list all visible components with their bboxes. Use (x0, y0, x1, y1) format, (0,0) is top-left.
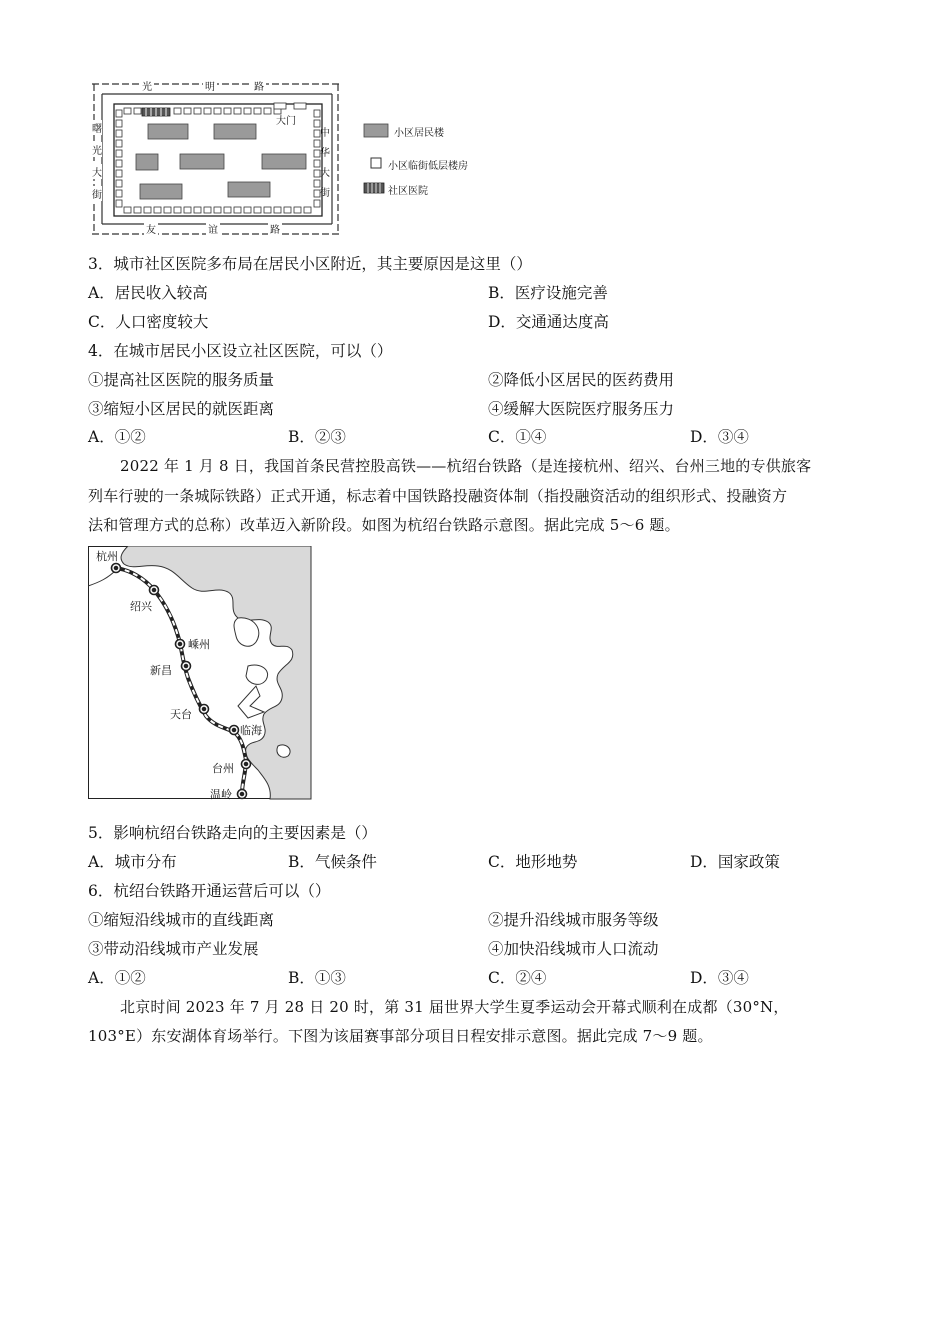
q6-option-a: A．①② (88, 969, 146, 987)
road-top-char-3: 路 (252, 78, 266, 93)
q3-option-b: B．医疗设施完善 (488, 284, 608, 302)
q4-option-b: B．②③ (288, 428, 346, 446)
station-shengzhou: 嵊州 (188, 638, 210, 651)
passage1-line-3: 法和管理方式的总称）改革迈入新阶段。如图为杭绍台铁路示意图。据此完成 5～6 题。 (88, 516, 680, 534)
q6-option-b: B．①③ (288, 969, 346, 987)
q3-option-d: D．交通通达度高 (488, 313, 609, 331)
q3-stem: 3．城市社区医院多布局在居民小区附近，其主要原因是这里（） (88, 255, 532, 273)
road-bottom-char-3: 路 (268, 221, 282, 236)
road-right-char-1: 中 (320, 128, 330, 139)
railway-map (88, 546, 312, 800)
q4-item-3: ③缩短小区居民的就医距离 (88, 400, 275, 418)
railway-map-figure (88, 546, 312, 800)
q4-option-d: D．③④ (690, 428, 749, 446)
q6-item-1: ①缩短沿线城市的直线距离 (88, 911, 275, 929)
q5-option-b: B．气候条件 (288, 853, 377, 871)
q4-item-4: ④缓解大医院医疗服务压力 (488, 400, 675, 418)
q4-item-2: ②降低小区居民的医药费用 (488, 371, 675, 389)
q6-stem: 6．杭绍台铁路开通运营后可以（） (88, 882, 331, 900)
striped-box-icon (364, 183, 384, 193)
road-right-char-3: 大 (320, 168, 330, 179)
q4-option-a: A．①② (88, 428, 146, 446)
passage1-line-1: 2022 年 1 月 8 日，我国首条民营控股高铁——杭绍台铁路（是连接杭州、绍兴、台州三地的专供旅客 (120, 457, 812, 475)
community-hospital (142, 108, 170, 116)
legend-hospital-label: 社区医院 (388, 186, 428, 197)
road-left-char-1: 曙 (92, 120, 102, 135)
q6-option-c: C．②④ (488, 969, 547, 987)
q3-option-a: A．居民收入较高 (88, 284, 208, 302)
q6-item-2: ②提升沿线城市服务等级 (488, 911, 659, 929)
q4-item-1: ①提高社区医院的服务质量 (88, 371, 275, 389)
q5-option-c: C．地形地势 (488, 853, 578, 871)
station-hangzhou: 杭州 (96, 550, 118, 563)
q4-stem: 4．在城市居民小区设立社区医院，可以（） (88, 342, 393, 360)
legend-residential-label: 小区居民楼 (394, 128, 444, 139)
passage2-line-2: 103°E）东安湖体育场举行。下图为该届赛事部分项目日程安排示意图。据此完成 7～9 题。 (88, 1027, 713, 1045)
road-top-char-1: 光 (140, 78, 154, 93)
road-left-char-3: 大 (92, 164, 102, 179)
road-right-char-2: 华 (320, 148, 330, 159)
legend-lowrise-label: 小区临街低层楼房 (388, 161, 468, 172)
q5-stem: 5．影响杭绍台铁路走向的主要因素是（） (88, 824, 377, 842)
q3-option-c: C．人口密度较大 (88, 313, 209, 331)
station-xinchang: 新昌 (150, 664, 172, 677)
q5-option-a: A．城市分布 (88, 853, 177, 871)
q5-option-d: D．国家政策 (690, 853, 780, 871)
gate-label: 大门 (276, 116, 296, 127)
q4-option-c: C．①④ (488, 428, 547, 446)
q6-option-d: D．③④ (690, 969, 749, 987)
residential-buildings (136, 124, 306, 199)
road-right-char-4: 街 (320, 188, 330, 199)
passage1-line-2: 列车行驶的一条城际铁路）正式开通，标志着中国铁路投融资体制（指投融资活动的组织形式、投融资方 (88, 487, 788, 505)
road-bottom-char-2: 谊 (206, 221, 220, 236)
station-wenling: 温岭 (210, 788, 232, 801)
road-bottom-char-1: 友 (144, 221, 158, 236)
station-tiantai: 天台 (170, 708, 192, 721)
gray-box-icon (364, 124, 388, 137)
q6-item-4: ④加快沿线城市人口流动 (488, 940, 659, 958)
passage2-line-1: 北京时间 2023 年 7 月 28 日 20 时，第 31 届世界大学生夏季运动会开幕式顺利在成都（30°N， (120, 998, 789, 1016)
road-left-char-4: 街 (92, 186, 102, 201)
community-map-figure (88, 78, 480, 240)
white-square-icon (371, 158, 381, 168)
q6-item-3: ③带动沿线城市产业发展 (88, 940, 259, 958)
station-taizhou: 台州 (212, 762, 234, 775)
road-top-char-2: 明 (203, 78, 217, 93)
road-left-char-2: 光 (92, 142, 102, 157)
station-linhai: 临海 (240, 724, 262, 737)
station-shaoxing: 绍兴 (130, 600, 152, 613)
